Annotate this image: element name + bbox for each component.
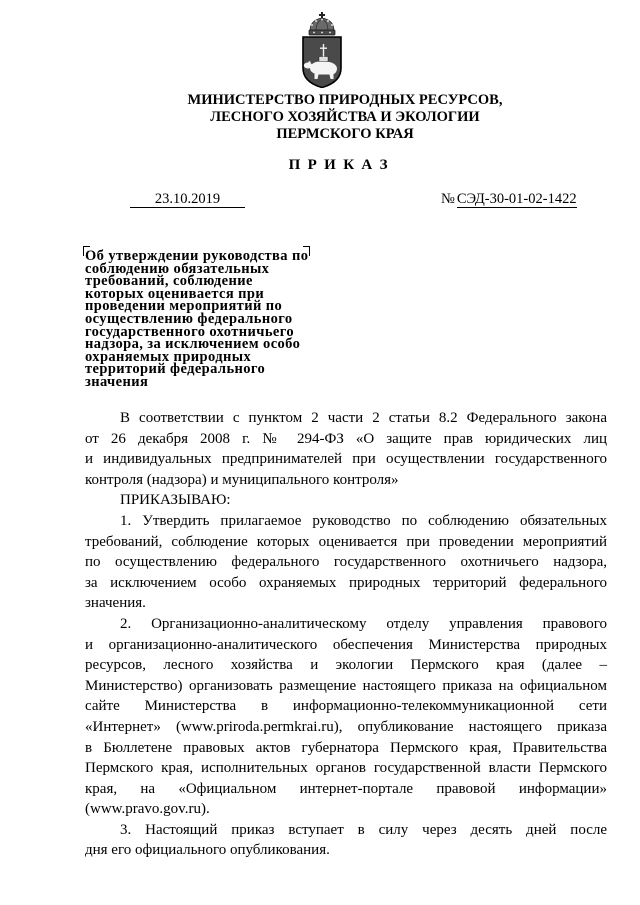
ministry-name-line: МИНИСТЕРСТВО ПРИРОДНЫХ РЕСУРСОВ, [187, 92, 503, 108]
item-2-line: Министерство) организовать размещение настоящего приказа на официальном [85, 677, 607, 694]
subject-line: значения [85, 373, 149, 390]
preamble-line: и индивидуальных предпринимателей при осуществлении государственного [85, 451, 607, 468]
item-1-line: по осуществлению федерального государственного охотничьего надзора, [85, 554, 607, 571]
preamble-line: контроля (надзора) и муниципального контроля» [85, 471, 399, 488]
gospel-book-shape [319, 57, 328, 62]
item-2-line: «Интернет» (www.priroda.permkrai.ru), опубликование настоящего приказа [85, 718, 607, 735]
subject-line: территорий федерального [85, 361, 266, 378]
ministry-name [145, 92, 545, 143]
subject-line: охраняемых природных [85, 348, 252, 365]
order-word: ПРИКАЗЫВАЮ: [120, 492, 231, 509]
item-2-line: 2. Организационно-аналитическому отделу управления правового [120, 615, 607, 632]
document-type-title: П Р И К А З [288, 157, 390, 173]
item-2-line: (www.pravo.gov.ru). [85, 801, 210, 818]
subject-line: соблюдению обязательных [85, 260, 270, 277]
subject-line: проведении мероприятий по [85, 298, 283, 315]
item-2-line: Пермского края, исполнительных органов государственной власти Пермского [85, 760, 607, 777]
preamble-line: от 26 декабря 2008 г. № 294-ФЗ «О защите прав юридических лиц [85, 430, 607, 447]
registration-number: СЭД-30-01-02-1422 [456, 191, 577, 207]
subject-line: надзора, за исключением особо [85, 336, 301, 353]
preamble-line: В соответствии с пунктом 2 части 2 статьи 8.2 Федерального закона [120, 410, 607, 426]
item-2-line: сайте Министерства в информационно-телекоммуникационной сети [85, 698, 607, 715]
subject-line: Об утверждении руководства по [85, 248, 309, 264]
ministry-name-line: ПЕРМСКОГО КРАЯ [276, 126, 414, 142]
item-2-line: края, на «Официальном интернет-портале правовой информации» [85, 780, 607, 797]
subject-line: осуществлению федерального [85, 310, 293, 327]
item-1-line: требований, соблюдение которых оценивается при проведении мероприятий [85, 533, 607, 550]
subject-line: которых оценивается при [85, 285, 265, 302]
item-3-line: 3. Настоящий приказ вступает в силу через десять дней после [120, 821, 607, 838]
item-1-line: за исключением особо охраняемых природных территорий федерального [85, 574, 607, 591]
item-2-line: в Бюллетене правовых актов губернатора Пермского края, Правительства [85, 739, 607, 756]
document-date: 23.10.2019 [130, 191, 245, 208]
item-1-line: значения. [85, 595, 146, 612]
document-number [441, 191, 577, 208]
document-subject [85, 250, 355, 389]
item-1-line: 1. Утвердить прилагаемое руководство по соблюдению обязательных [120, 512, 607, 529]
item-2-line: и организационно-аналитического обеспечения Министерства природных [85, 636, 607, 653]
item-2-line: ресурсов, лесного хозяйства и экологии Пермского края (далее – [85, 657, 607, 674]
document-body [85, 408, 607, 861]
subject-line: государственного охотничьего [85, 323, 295, 340]
coat-of-arms-icon [300, 12, 344, 88]
subject-line: требований, соблюдение [85, 273, 253, 290]
crown-shape [309, 12, 335, 35]
item-3-line: дня его официального опубликования. [85, 842, 330, 859]
number-sign: № [441, 191, 455, 207]
ministry-name-line: ЛЕСНОГО ХОЗЯЙСТВА И ЭКОЛОГИИ [210, 109, 480, 125]
